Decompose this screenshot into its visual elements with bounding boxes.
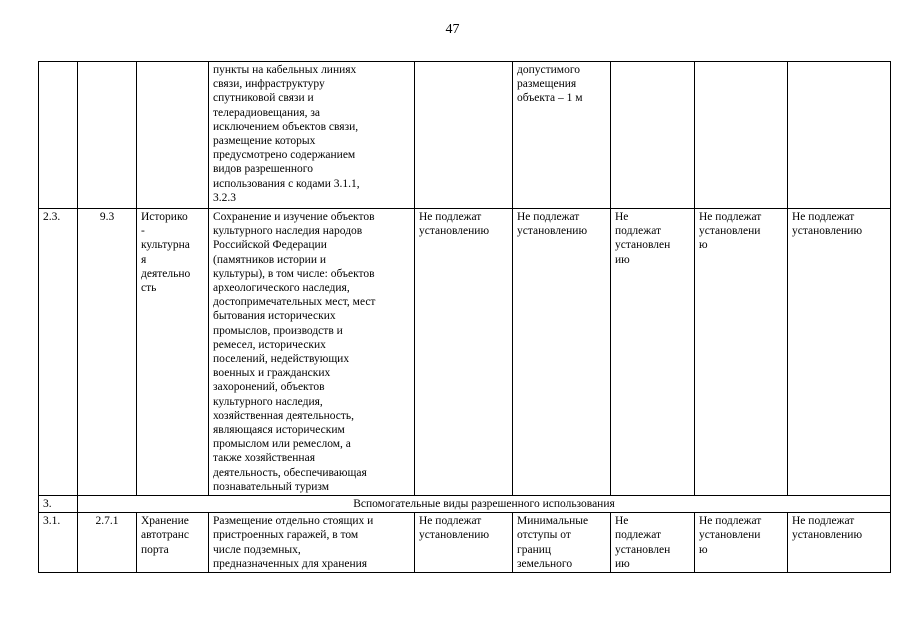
cell-parameter-2: Не подлежат установлению (513, 209, 611, 496)
table-row (39, 209, 891, 496)
cell-parameter-3 (611, 62, 695, 209)
cell-parameter-3: Не подлежат установлен ию (611, 209, 695, 496)
page-number: 47 (445, 22, 460, 37)
cell-description: пункты на кабельных линиях связи, инфраструктуру спутниковой связи и телерадиовещания, за исключением объектов связи, размещение которых предусмотрено содержанием видов разрешенного использования с кодами 3.1.1, 3.2.3 (209, 62, 415, 209)
cell-code (78, 62, 137, 209)
cell-parameter-1 (415, 62, 513, 209)
section-title: Вспомогательные виды разрешенного использования (78, 496, 891, 513)
cell-parameter-2: Минимальные отступы от границ земельного (513, 513, 611, 573)
table-row (39, 62, 891, 209)
cell-description: Сохранение и изучение объектов культурного наследия народов Российской Федерации (памятников истории и культуры), в том числе: объектов археологического наследия, достопримечательных мест, мест бытования исторических промыслов, производств и ремесел, исторических поселений, недействующих военных и гражданских захоронений, объектов культурного наследия, хозяйственная деятельность, являющаяся историческим промыслом или ремеслом, а также хозяйственная деятельность, обеспечивающая познавательный туризм (209, 209, 415, 496)
section-row (39, 496, 891, 513)
cell-code: 9.3 (78, 209, 137, 496)
cell-parameter-1: Не подлежат установлению (415, 513, 513, 573)
regulations-table (38, 61, 891, 573)
cell-parameter-5: Не подлежат установлению (788, 209, 891, 496)
cell-code: 2.7.1 (78, 513, 137, 573)
cell-use-name: Хранение автотранс порта (137, 513, 209, 573)
cell-parameter-4: Не подлежат установлени ю (695, 513, 788, 573)
cell-use-name (137, 62, 209, 209)
cell-parameter-2: допустимого размещения объекта – 1 м (513, 62, 611, 209)
cell-number: 2.3. (39, 209, 78, 496)
cell-number: 3.1. (39, 513, 78, 573)
cell-number: 3. (39, 496, 78, 513)
cell-parameter-4: Не подлежат установлени ю (695, 209, 788, 496)
cell-parameter-4 (695, 62, 788, 209)
cell-parameter-5: Не подлежат установлению (788, 513, 891, 573)
cell-description: Размещение отдельно стоящих и пристроенных гаражей, в том числе подземных, предназначенных для хранения (209, 513, 415, 573)
cell-number (39, 62, 78, 209)
cell-parameter-1: Не подлежат установлению (415, 209, 513, 496)
cell-use-name: Историко - культурна я деятельно сть (137, 209, 209, 496)
table-row (39, 513, 891, 573)
cell-parameter-5 (788, 62, 891, 209)
cell-parameter-3: Не подлежат установлен ию (611, 513, 695, 573)
